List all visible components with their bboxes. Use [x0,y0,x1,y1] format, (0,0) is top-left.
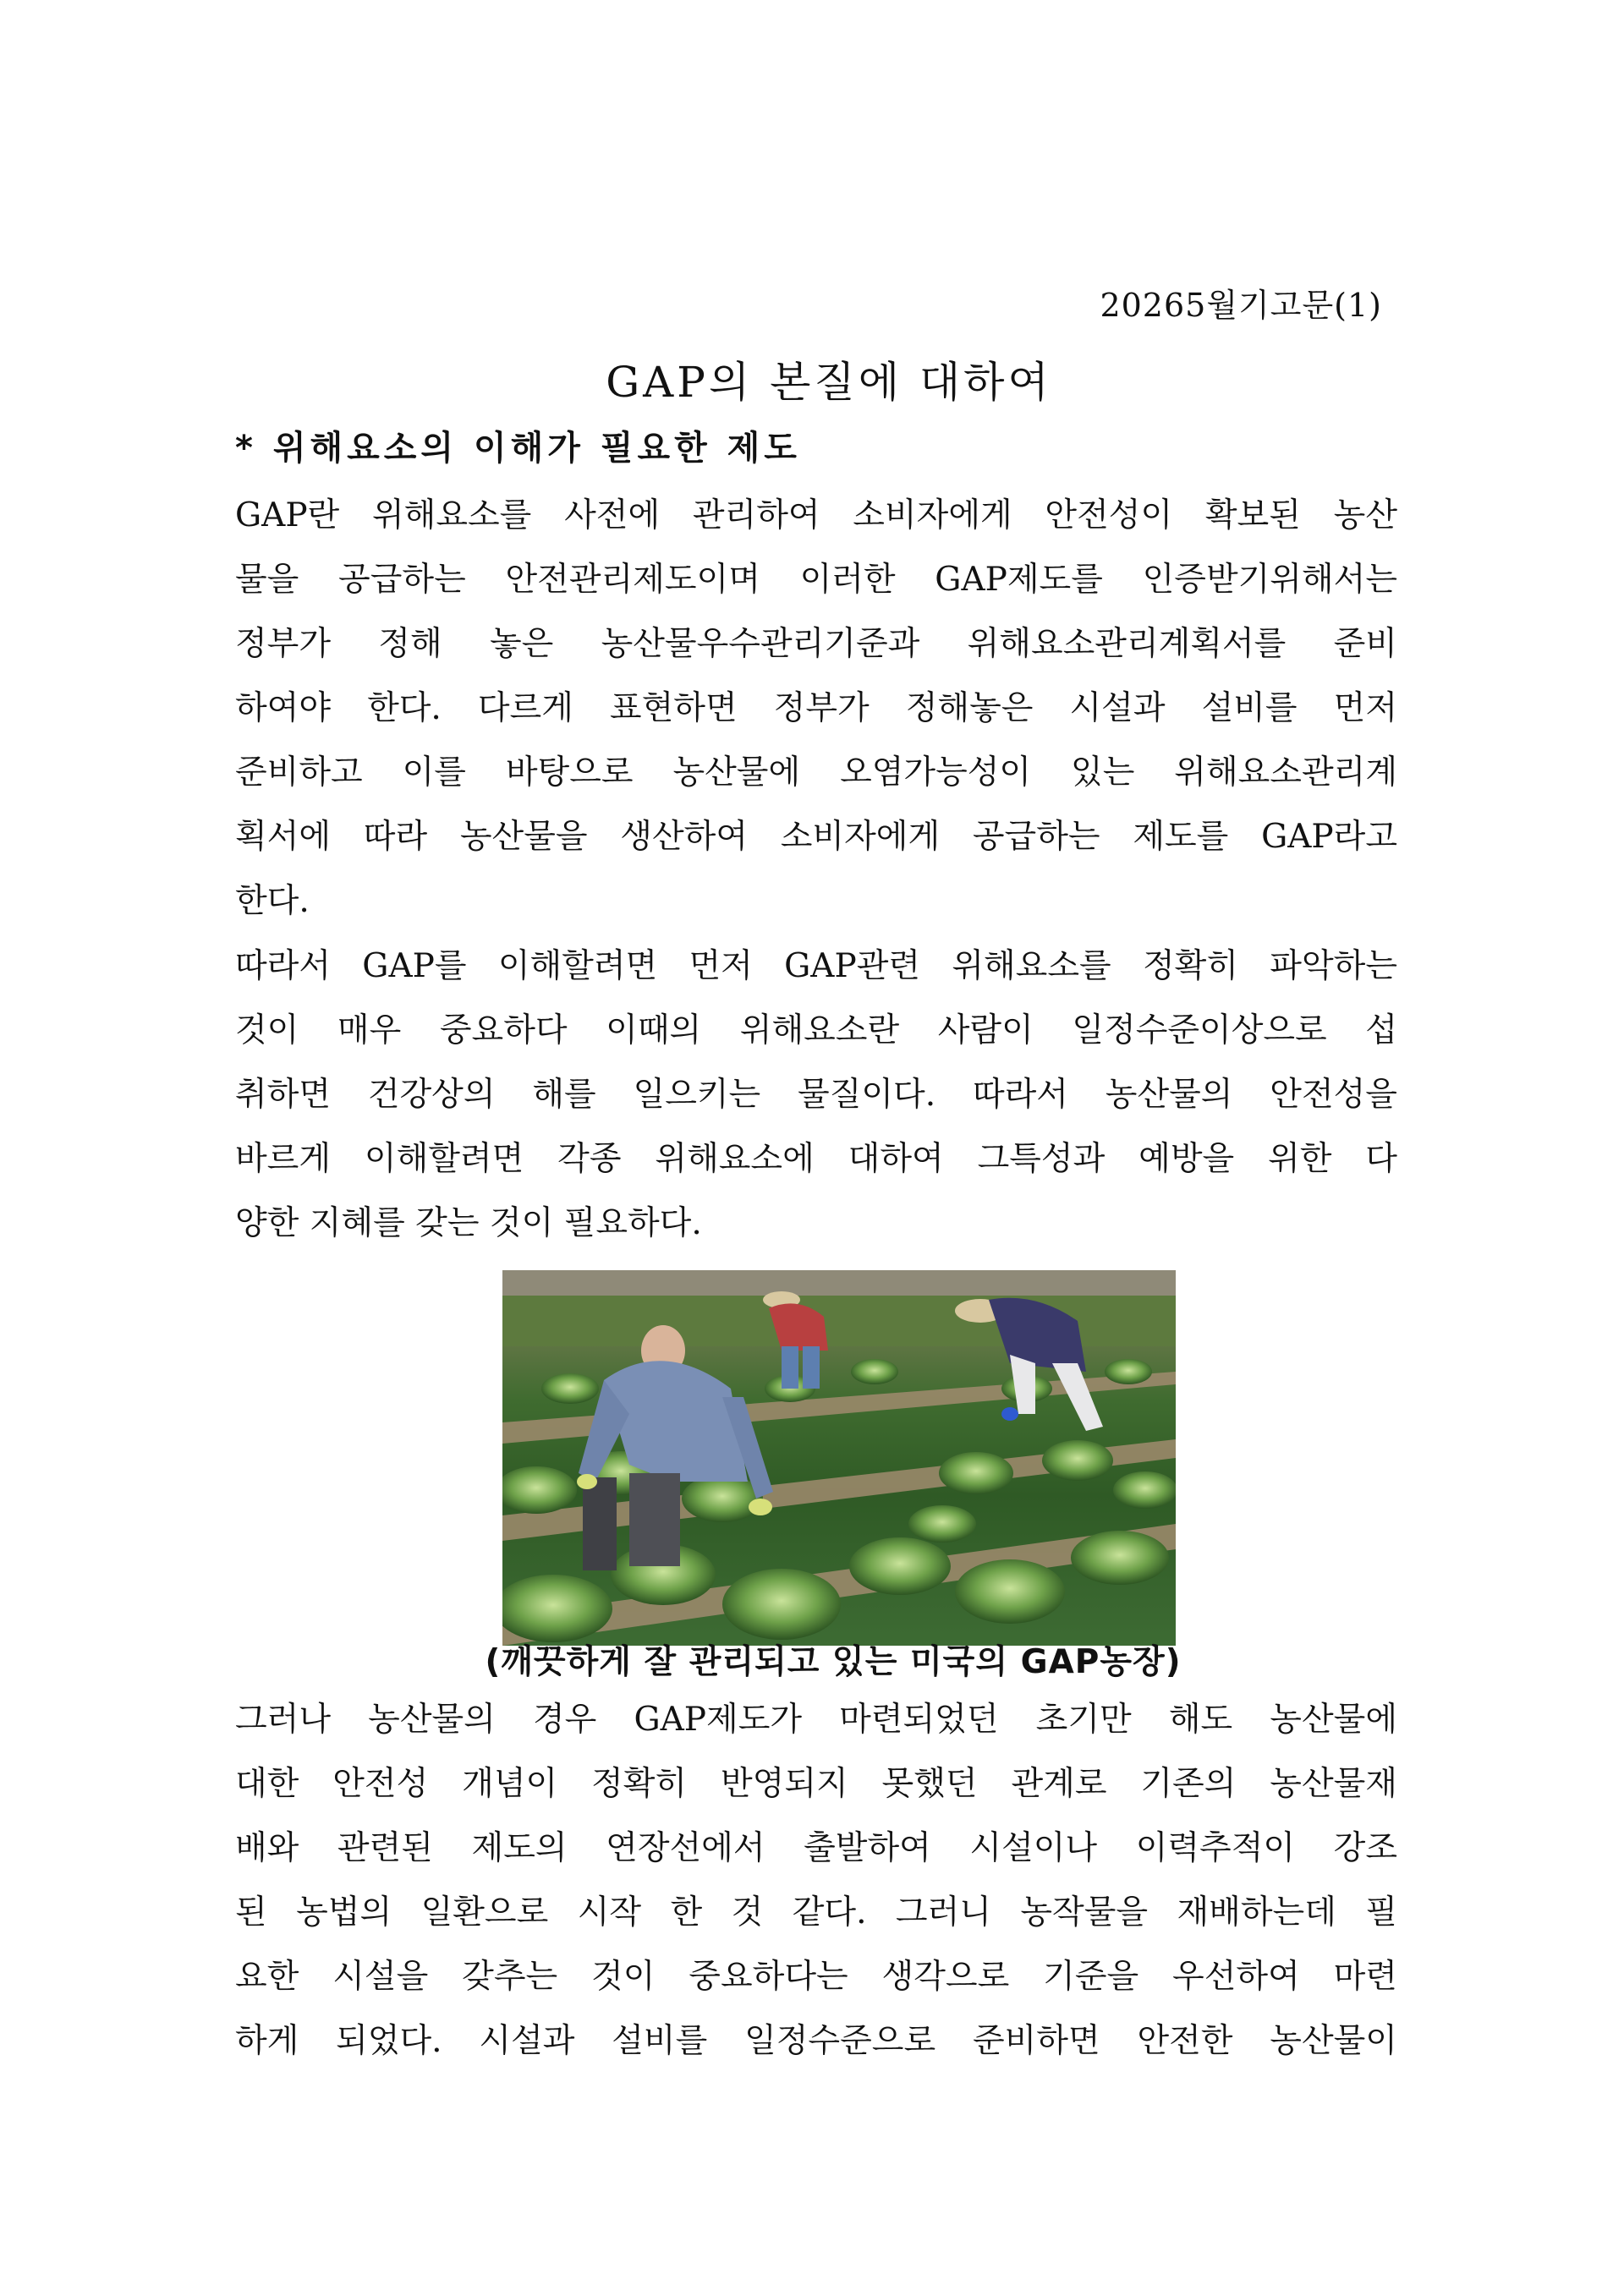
paragraph-2 [235,934,1397,1256]
text-line: 대한 안전성 개념이 정확히 반영되지 못했던 관계로 기존의 농산물재 [235,1765,1397,1803]
section-heading: * 위해요소의 이해가 필요한 제도 [235,429,801,468]
text-line: 된 농법의 일환으로 시작 한 것 같다. 그러니 농작물을 재배하는데 필 [235,1893,1397,1932]
image-caption: (깨끗하게 잘 관리되고 있는 미국의 GAP농장) [485,1643,1182,1681]
paragraph-3 [235,1688,1397,2074]
text-line: 정부가 정해 놓은 농산물우수관리기준과 위해요소관리계획서를 준비 [235,625,1397,663]
paragraph-1 [235,484,1397,934]
text-line: 따라서 GAP를 이해할려면 먼저 GAP관련 위해요소를 정확히 파악하는 [235,947,1397,985]
text-line: 하게 되었다. 시설과 설비를 일정수준으로 준비하면 안전한 농산물이 [235,2022,1397,2060]
worker-figure [577,1325,773,1570]
text-line: GAP란 위해요소를 사전에 관리하여 소비자에게 안전성이 확보된 농산 [235,496,1397,534]
document-code: 20265월기고문(1) [1100,287,1382,324]
text-line: 그러나 농산물의 경우 GAP제도가 마련되었던 초기만 해도 농산물에 [235,1701,1397,1739]
text-line: 준비하고 이를 바탕으로 농산물에 오염가능성이 있는 위해요소관리계 [235,753,1397,792]
farm-photo [502,1270,1176,1646]
text-line: 물을 공급하는 안전관리제도이며 이러한 GAP제도를 인증받기위해서는 [235,561,1397,599]
text-line: 하여야 한다. 다르게 표현하면 정부가 정해놓은 시설과 설비를 먼저 [235,689,1397,727]
text-line: 배와 관련된 제도의 연장선에서 출발하여 시설이나 이력추적이 강조 [235,1829,1397,1867]
text-line: 요한 시설을 갖추는 것이 중요하다는 생각으로 기준을 우선하여 마련 [235,1958,1397,1996]
text-line: 취하면 건강상의 해를 일으키는 물질이다. 따라서 농산물의 안전성을 [235,1076,1397,1114]
farm-illustration [502,1270,1176,1646]
text-line: 한다. [235,882,310,920]
text-line: 양한 지혜를 갖는 것이 필요하다. [235,1204,702,1242]
text-line: 것이 매우 중요하다 이때의 위해요소란 사람이 일정수준이상으로 섭 [235,1011,1397,1049]
text-line: 바르게 이해할려면 각종 위해요소에 대하여 그특성과 예방을 위한 다 [235,1140,1397,1178]
text-line: 획서에 따라 농산물을 생산하여 소비자에게 공급하는 제도를 GAP라고 [235,818,1397,856]
document-title: GAP의 본질에 대하여 [606,358,1052,407]
